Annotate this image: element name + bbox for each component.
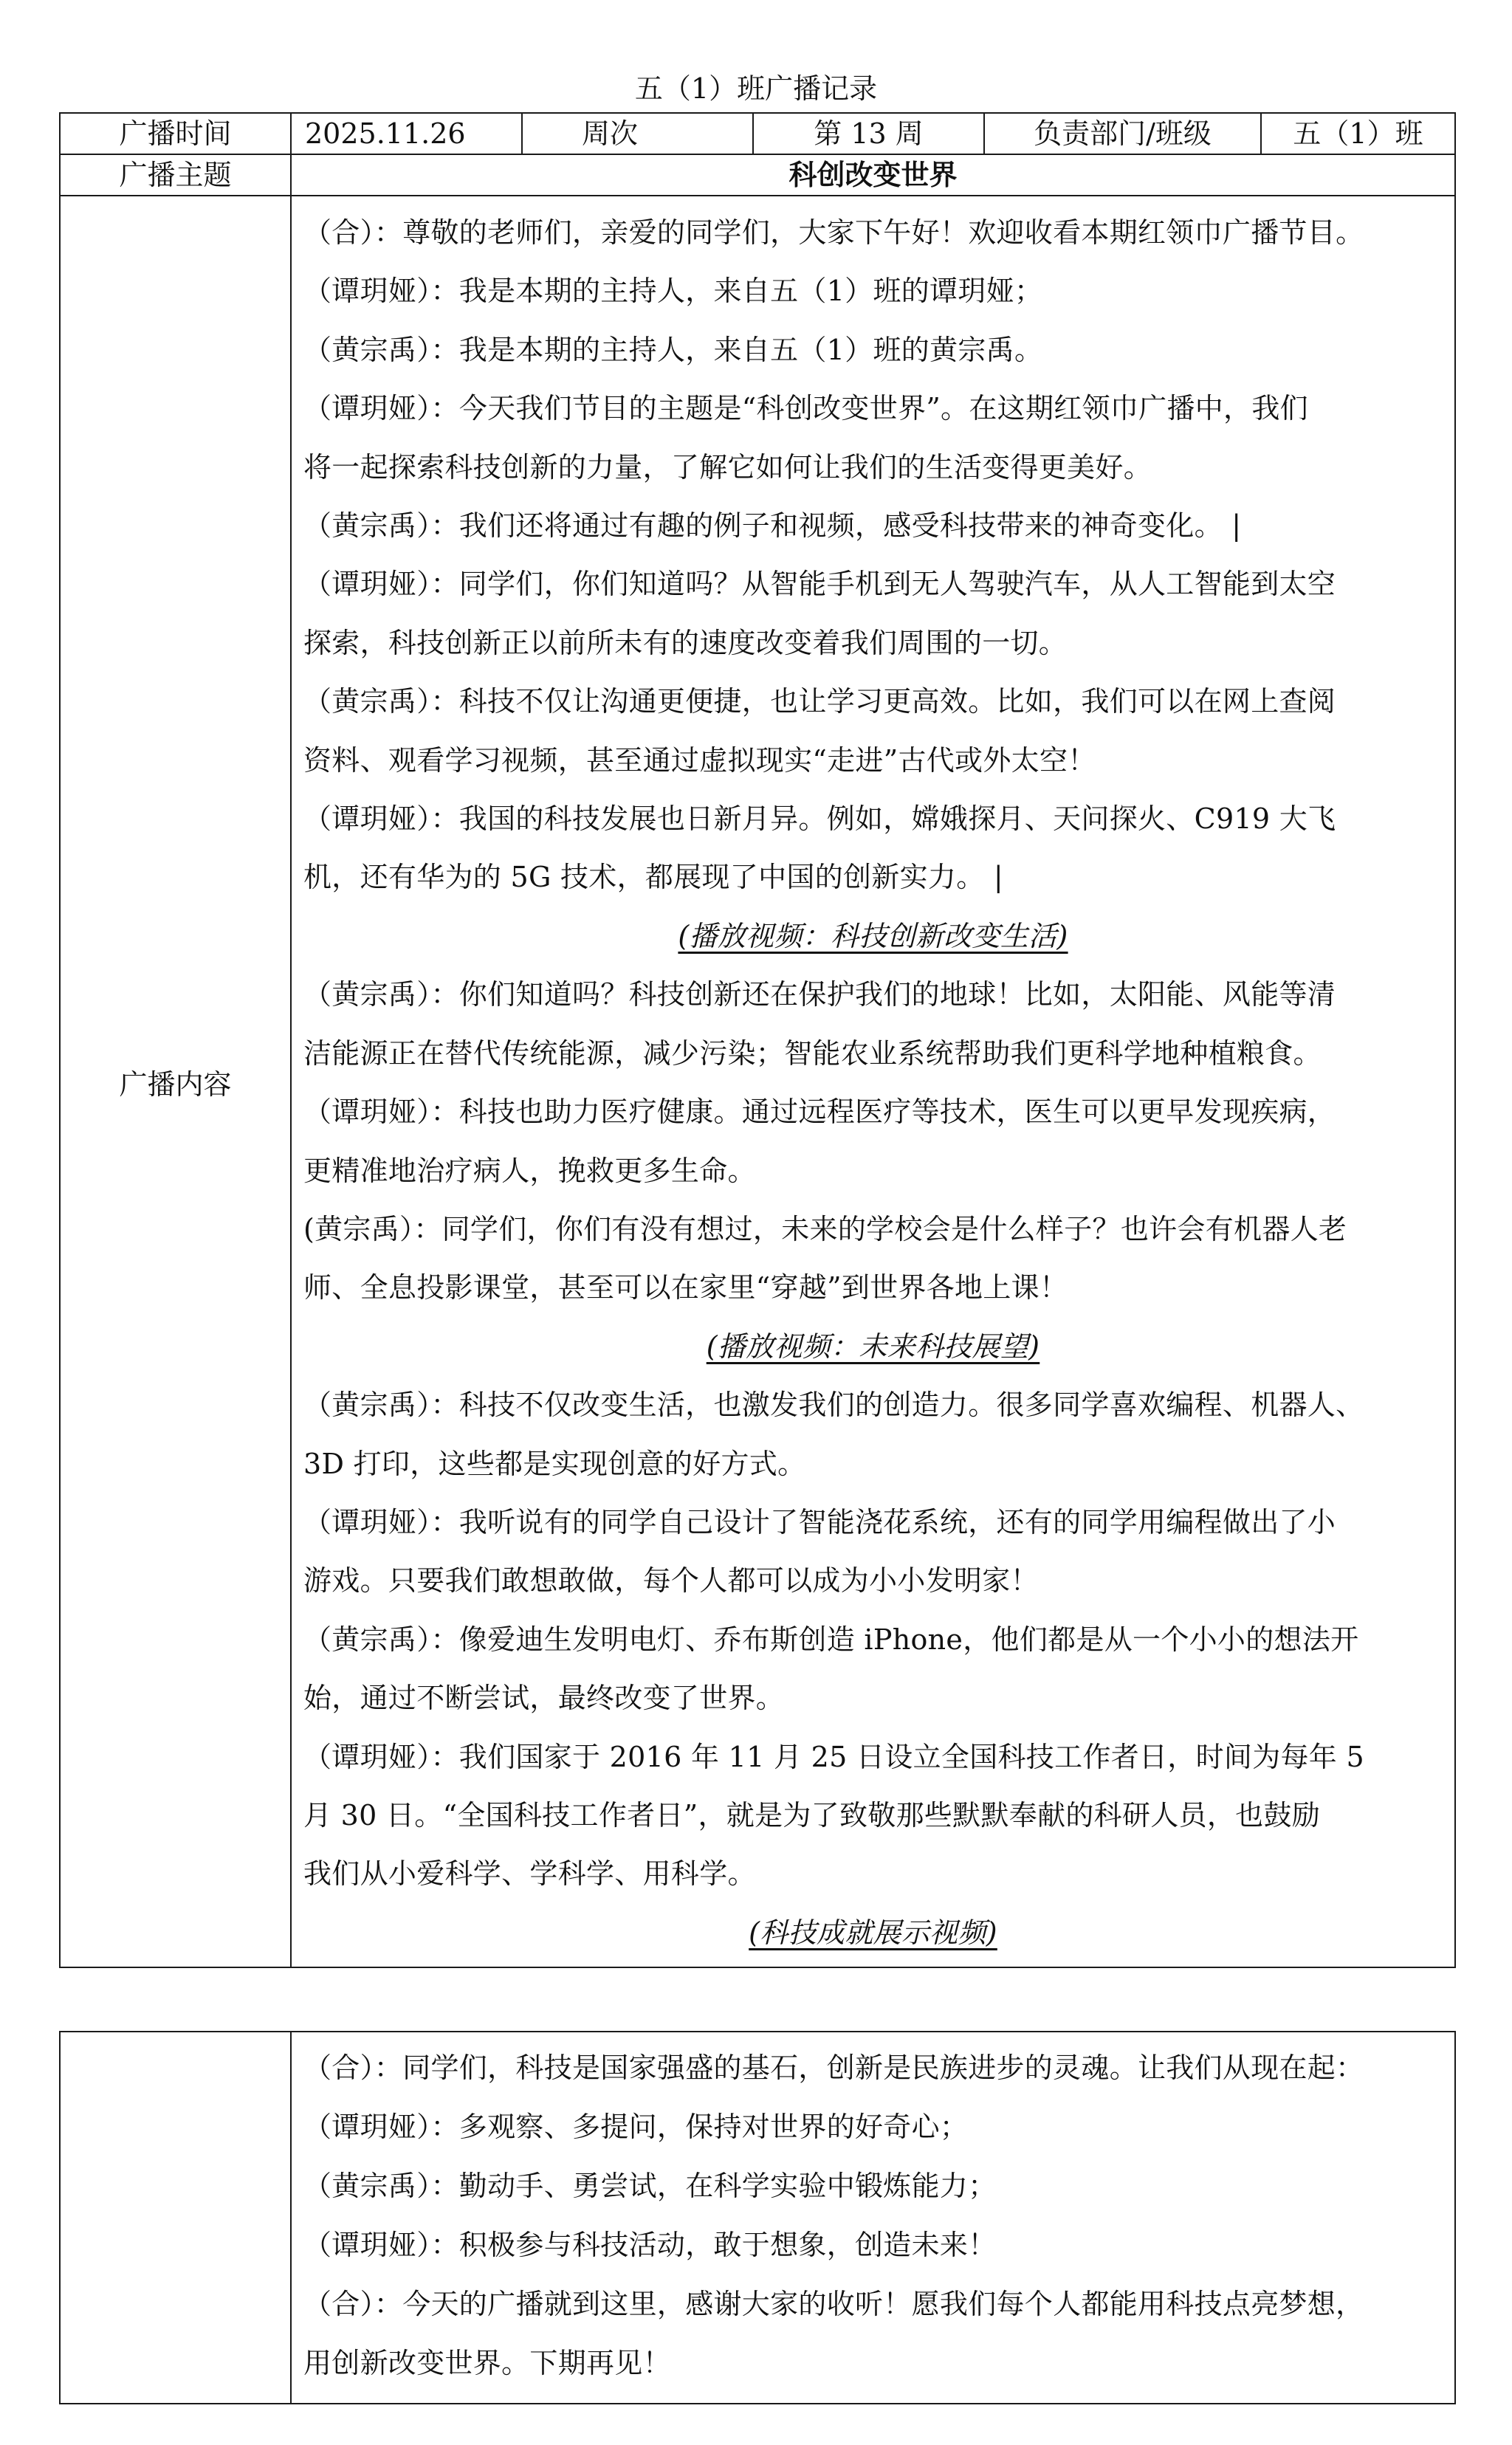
content-cell [291, 196, 1455, 1967]
theme-label: 广播主题 [60, 154, 291, 196]
content-cell-continued [291, 2032, 1455, 2404]
header-row-time [60, 113, 1455, 154]
broadcast-time-value: 2025.11.26 [291, 113, 522, 154]
script-line: 月 30 日。“全国科技工作者日”，就是为了致敬那些默默奉献的科研人员，也鼓励 [303, 1798, 1321, 1832]
script-line: 用创新改变世界。下期再见！ [303, 2347, 671, 2379]
content-label: 广播内容 [60, 196, 291, 1967]
script-line: 我们从小爱科学、学科学、用科学。 [303, 1857, 756, 1891]
broadcast-time-label: 广播时间 [60, 113, 291, 154]
script-line: （谭玥娅）：积极参与科技活动，敢于想象，创造未来！ [303, 2229, 997, 2261]
script-line: 资料、观看学习视频，甚至通过虚拟现实“走进”古代或外太空！ [303, 743, 1096, 777]
video-cue [303, 907, 1443, 966]
script-line: 3D 打印，这些都是实现创意的好方式。 [303, 1447, 806, 1480]
video-cue [303, 1318, 1443, 1376]
header-row-theme [60, 154, 1455, 196]
script-line: 师、全息投影课堂，甚至可以在家里“穿越”到世界各地上课！ [303, 1271, 1068, 1304]
broadcast-record-table-continued [59, 2031, 1456, 2404]
week-label: 周次 [522, 113, 753, 154]
script-line: （谭玥娅）：科技也助力医疗健康。通过远程医疗等技术，医生可以更早发现疾病， [303, 1096, 1336, 1129]
video-cue [303, 1904, 1443, 1962]
script-line: 始，通过不断尝试，最终改变了世界。 [303, 1682, 785, 1715]
content-row [60, 196, 1455, 1967]
week-value: 第 13 周 [753, 113, 984, 154]
script-line: （谭玥娅）：我国的科技发展也日新月异。例如，嫦娥探月、天问探火、C919 大飞 [303, 802, 1336, 836]
department-label: 负责部门/班级 [984, 113, 1261, 154]
script-line: （合）：尊敬的老师们，亲爱的同学们，大家下午好！欢迎收看本期红领巾广播节目。 [303, 216, 1364, 249]
script-line: （谭玥娅）：我听说有的同学自己设计了智能浇花系统，还有的同学用编程做出了小 [303, 1505, 1336, 1538]
content-row-continued [60, 2032, 1455, 2404]
script-line: （黄宗禹）：勤动手、勇尝试，在科学实验中锻炼能力； [303, 2170, 997, 2202]
script-line: 将一起探索科技创新的力量，了解它如何让我们的生活变得更美好。 [303, 450, 1152, 484]
video-cue-text: (科技成就展示视频) [749, 1916, 997, 1949]
script-line: （黄宗禹）：我是本期的主持人，来自五（1）班的黄宗禹。 [303, 333, 1043, 366]
video-cue-text: (播放视频：科技创新改变生活) [678, 919, 1068, 952]
script-line: （谭玥娅）：多观察、多提问，保持对世界的好奇心； [303, 2111, 969, 2143]
empty-label-cell [60, 2032, 291, 2404]
document-title: 五（1）班广播记录 [634, 72, 878, 105]
broadcast-record-table [59, 112, 1456, 1968]
video-cue-text: (播放视频：未来科技展望) [706, 1330, 1040, 1363]
script-line: （黄宗禹）：你们知道吗？科技创新还在保护我们的地球！比如，太阳能、风能等清 [303, 978, 1336, 1011]
script-line: （黄宗禹）：像爱迪生发明电灯、乔布斯创造 iPhone，他们都是从一个小小的想法开 [303, 1623, 1359, 1656]
script-line: （合）：同学们，科技是国家强盛的基石，创新是民族进步的灵魂。让我们从现在起： [303, 2052, 1364, 2084]
script-line: （合）：今天的广播就到这里，感谢大家的收听！愿我们每个人都能用科技点亮梦想， [303, 2288, 1364, 2320]
script-line: （黄宗禹）：科技不仅让沟通更便捷，也让学习更高效。比如，我们可以在网上查阅 [303, 685, 1336, 718]
script-line: （谭玥娅）：今天我们节目的主题是“科创改变世界”。在这期红领巾广播中，我们 [303, 392, 1308, 425]
script-line: （黄宗禹）：科技不仅改变生活，也激发我们的创造力。很多同学喜欢编程、机器人、 [303, 1389, 1364, 1422]
script-line: 游戏。只要我们敢想敢做，每个人都可以成为小小发明家！ [303, 1564, 1039, 1598]
script-line: 更精准地治疗病人，挽救更多生命。 [303, 1154, 756, 1187]
script-line: 机，还有华为的 5G 技术，都展现了中国的创新实力。 | [303, 861, 1003, 894]
script-line: （谭玥娅）：我是本期的主持人，来自五（1）班的谭玥娅； [303, 275, 1043, 308]
script-line: （谭玥娅）：同学们，你们知道吗？从智能手机到无人驾驶汽车，从人工智能到太空 [303, 568, 1336, 601]
theme-value: 科创改变世界 [291, 154, 1455, 196]
script-line: 洁能源正在替代传统能源，减少污染；智能农业系统帮助我们更科学地种植粮食。 [303, 1036, 1322, 1070]
script-line: （谭玥娅）：我们国家于 2016 年 11 月 25 日设立全国科技工作者日，时间为每年 5 [303, 1740, 1364, 1773]
script-line: （黄宗禹）：我们还将通过有趣的例子和视频，感受科技带来的神奇变化。 | [303, 509, 1242, 543]
script-line: 探索，科技创新正以前所未有的速度改变着我们周围的一切。 [303, 626, 1068, 659]
department-value: 五（1）班 [1261, 113, 1455, 154]
script-line: (黄宗禹）：同学们，你们有没有想过，未来的学校会是什么样子？也许会有机器人老 [303, 1212, 1347, 1245]
